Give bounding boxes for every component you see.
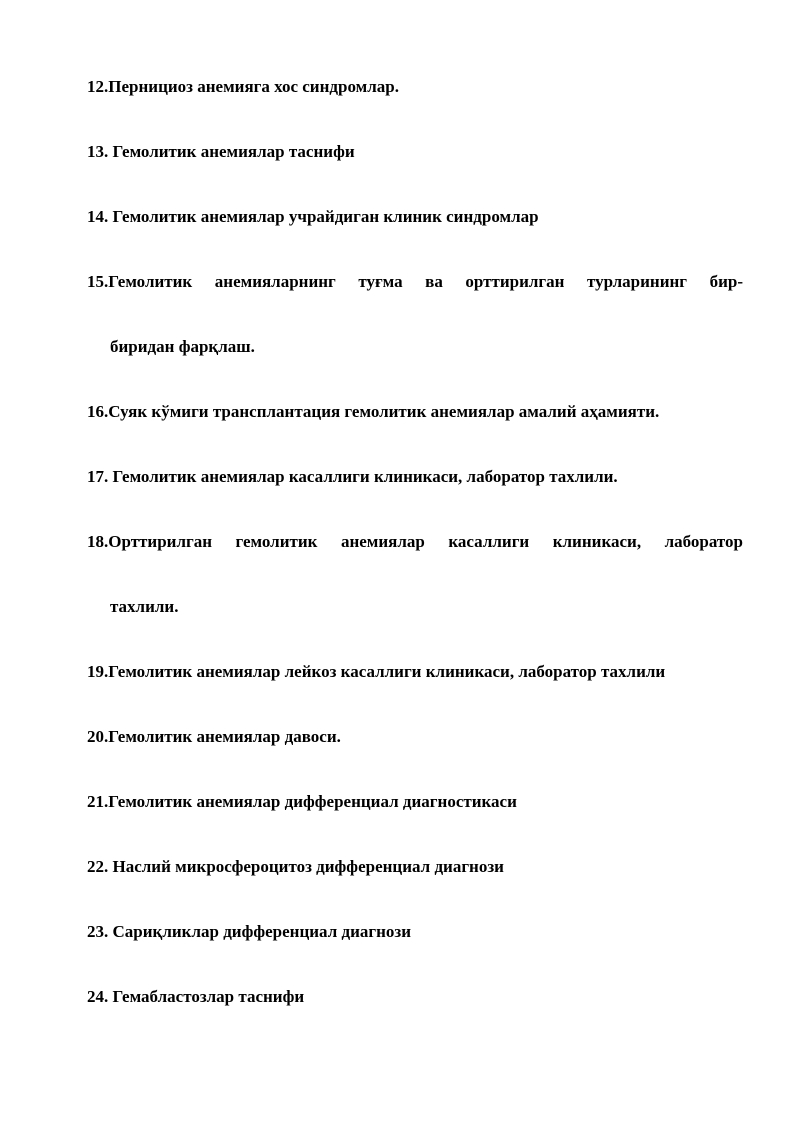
question-21: 21.Гемолитик анемиялар дифференциал диагностикаси <box>87 792 517 811</box>
question-18: 18.Орттирилган гемолитик анемиялар касаллиги клиникаси, лаборатор <box>87 532 743 551</box>
question-20: 20.Гемолитик анемиялар давоси. <box>87 727 341 746</box>
question-16: 16.Суяк кўмиги трансплантация гемолитик анемиялар амалий аҳамияти. <box>87 402 660 421</box>
question-22: 22. Наслий микросфероцитоз дифференциал диагнози <box>87 857 504 876</box>
question-13: 13. Гемолитик анемиялар таснифи <box>87 142 355 161</box>
question-23: 23. Сариқликлар дифференциал диагнози <box>87 922 412 941</box>
question-17: 17. Гемолитик анемиялар касаллиги клиникаси, лаборатор тахлили. <box>87 467 618 486</box>
question-24: 24. Гемабластозлар таснифи <box>87 987 305 1006</box>
question-15: 15.Гемолитик анемияларнинг туғма ва орттирилган турларининг бир- <box>87 272 743 291</box>
question-19: 19.Гемолитик анемиялар лейкоз касаллиги клиникаси, лаборатор тахлили <box>87 662 666 681</box>
question-12: 12.Пернициоз анемияга хос синдромлар. <box>87 77 399 96</box>
question-18-continuation: тахлили. <box>110 597 179 616</box>
question-14: 14. Гемолитик анемиялар учрайдиган клиник синдромлар <box>87 207 539 226</box>
question-15-continuation: биридан фарқлаш. <box>110 337 255 356</box>
